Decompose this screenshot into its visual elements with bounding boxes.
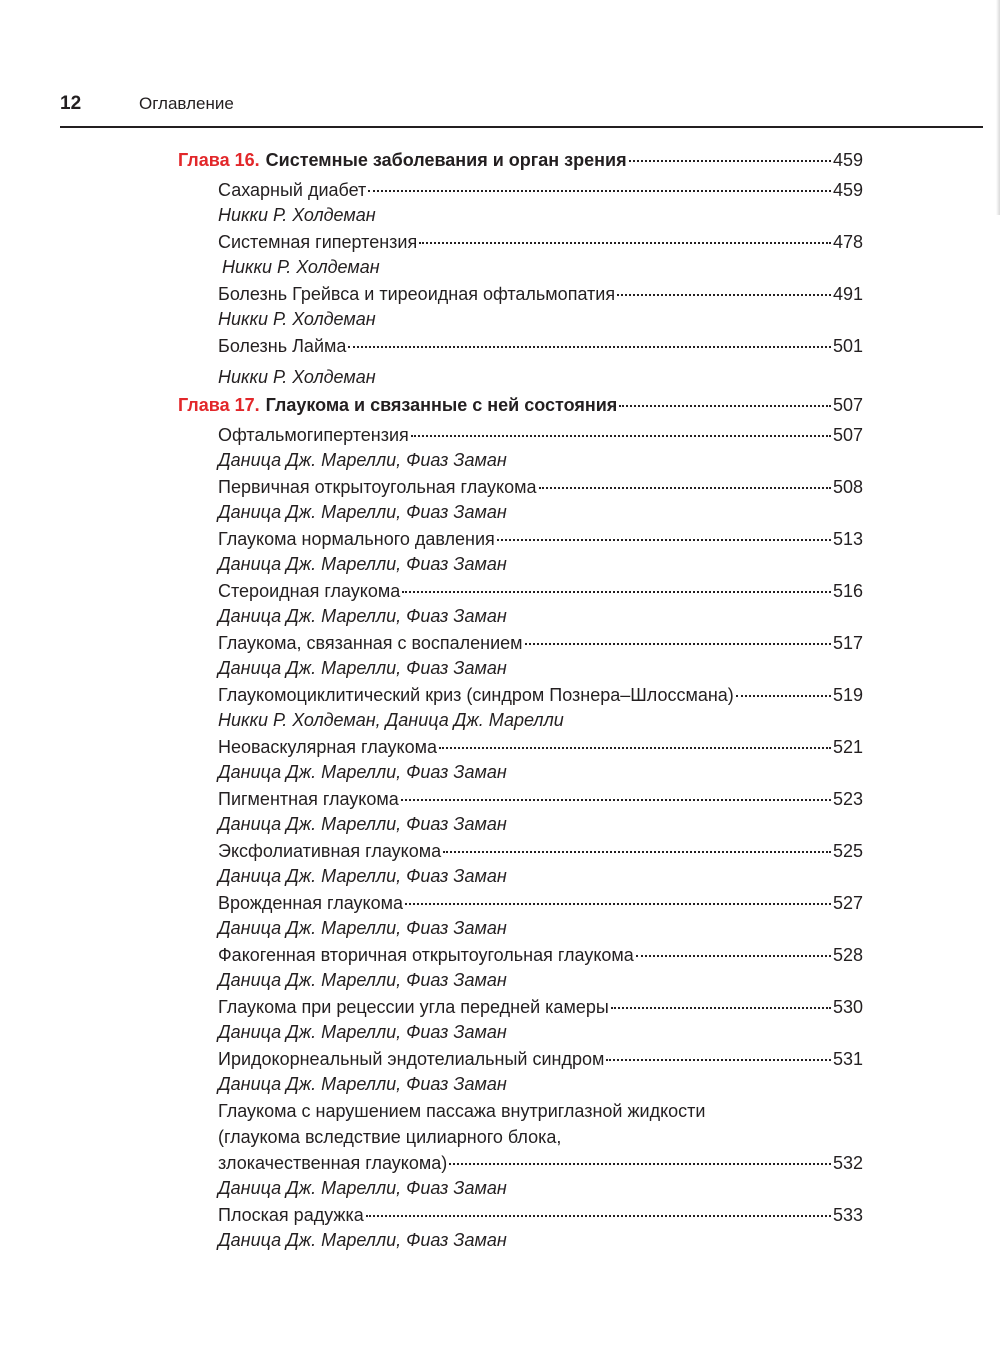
entry-author: Никки Р. Холдеман: [218, 367, 376, 387]
entry-author: Даница Дж. Марелли, Фиаз Заман: [218, 762, 507, 782]
entry-title: Глаукомоциклитический криз (синдром Познера–Шлоссмана): [218, 685, 734, 705]
toc-entry[interactable]: [218, 994, 863, 1044]
header-rule: [60, 126, 983, 128]
page-ref: 523: [832, 789, 863, 809]
page-ref: 533: [832, 1205, 863, 1225]
dot-leader: [539, 487, 831, 489]
dot-leader: [497, 539, 831, 541]
toc-entry[interactable]: [218, 890, 863, 940]
toc-entry[interactable]: [218, 786, 863, 836]
dot-leader: [617, 294, 831, 296]
dot-leader: [366, 1215, 831, 1217]
chapter-title: Глаукома и связанные с ней состояния: [265, 395, 618, 415]
toc-entry[interactable]: [218, 177, 863, 227]
entry-author: Даница Дж. Марелли, Фиаз Заман: [218, 450, 507, 470]
dot-leader: [525, 643, 831, 645]
dot-leader: [401, 799, 831, 801]
dot-leader: [348, 346, 831, 348]
page-ref: 491: [832, 284, 863, 304]
entry-title: Неоваскулярная глаукома: [218, 737, 437, 757]
page-ref: 508: [832, 477, 863, 497]
page-ref: 507: [832, 395, 863, 415]
toc-entry[interactable]: [218, 229, 863, 279]
toc-entry[interactable]: [218, 1202, 863, 1252]
entry-author: Даница Дж. Марелли, Фиаз Заман: [218, 658, 507, 678]
chapter-heading[interactable]: [178, 392, 863, 418]
entry-title: Системная гипертензия: [218, 232, 418, 252]
page-ref: 531: [832, 1049, 863, 1069]
dot-leader: [629, 160, 831, 162]
dot-leader: [368, 190, 831, 192]
entry-author: Даница Дж. Марелли, Фиаз Заман: [218, 1022, 507, 1042]
page-ref: 459: [832, 180, 863, 200]
entry-author: Никки Р. Холдеман: [222, 257, 380, 277]
entry-author: Никки Р. Холдеман, Даница Дж. Марелли: [218, 710, 564, 730]
entry-author: Даница Дж. Марелли, Фиаз Заман: [218, 814, 507, 834]
dot-leader: [611, 1007, 831, 1009]
dot-leader: [449, 1163, 831, 1165]
entry-author: Даница Дж. Марелли, Фиаз Заман: [218, 1074, 507, 1094]
dot-leader: [606, 1059, 831, 1061]
page-ref: 519: [832, 685, 863, 705]
table-of-contents: [178, 147, 863, 1254]
chapter-label: Глава 17.: [178, 395, 260, 415]
toc-entry[interactable]: [218, 942, 863, 992]
entry-title: Болезнь Грейвса и тиреоидная офтальмопатия: [218, 284, 616, 304]
page-ref: 521: [832, 737, 863, 757]
entry-title: Сахарный диабет: [218, 180, 367, 200]
running-head: [60, 93, 980, 119]
entry-author: Даница Дж. Марелли, Фиаз Заман: [218, 970, 507, 990]
dot-leader: [619, 405, 831, 407]
running-title: Оглавление: [139, 94, 234, 113]
entry-author: Никки Р. Холдеман: [218, 205, 376, 225]
dot-leader: [419, 242, 831, 244]
page-ref: 501: [832, 336, 863, 356]
toc-entry[interactable]: [218, 734, 863, 784]
entry-title-line: (глаукома вследствие цилиарного блока,: [218, 1127, 562, 1147]
entry-title: Глаукома нормального давления: [218, 529, 495, 549]
dot-leader: [443, 851, 831, 853]
chapter-label: Глава 16.: [178, 150, 260, 170]
chapter-heading[interactable]: [178, 147, 863, 173]
entry-title: Иридокорнеальный эндотелиальный синдром: [218, 1049, 605, 1069]
entry-author: Даница Дж. Марелли, Фиаз Заман: [218, 606, 507, 626]
entry-title: Плоская радужка: [218, 1205, 364, 1225]
toc-entry[interactable]: [218, 630, 863, 680]
page-ref: 525: [832, 841, 863, 861]
toc-entry[interactable]: [218, 838, 863, 888]
page-ref: 478: [832, 232, 863, 252]
toc-entry[interactable]: [218, 281, 863, 331]
page-ref: 507: [832, 425, 863, 445]
entry-title: Пигментная глаукома: [218, 789, 399, 809]
page-edge-shadow: [996, 0, 1000, 215]
toc-entry[interactable]: [218, 474, 863, 524]
entry-title: Эксфолиативная глаукома: [218, 841, 442, 861]
page-ref: 513: [832, 529, 863, 549]
toc-entry[interactable]: [218, 682, 863, 732]
toc-entry[interactable]: [218, 578, 863, 628]
entry-title: Факогенная вторичная открытоугольная глаукома: [218, 945, 634, 965]
entry-author: Даница Дж. Марелли, Фиаз Заман: [218, 554, 507, 574]
chapter-title: Системные заболевания и орган зрения: [265, 150, 627, 170]
toc-entry[interactable]: [218, 422, 863, 472]
dot-leader: [402, 591, 831, 593]
dot-leader: [736, 695, 831, 697]
entry-title: Болезнь Лайма: [218, 336, 347, 356]
toc-entry[interactable]: [218, 1046, 863, 1096]
entry-title: Стероидная глаукома: [218, 581, 401, 601]
entry-title: злокачественная глаукома): [218, 1153, 448, 1173]
page-ref: 516: [832, 581, 863, 601]
entry-title: Глаукома при рецессии угла передней камеры: [218, 997, 609, 1017]
entry-author: Даница Дж. Марелли, Фиаз Заман: [218, 918, 507, 938]
entry-author: Даница Дж. Марелли, Фиаз Заман: [218, 1230, 507, 1250]
entry-author: Даница Дж. Марелли, Фиаз Заман: [218, 502, 507, 522]
page-ref: 530: [832, 997, 863, 1017]
dot-leader: [411, 435, 831, 437]
toc-entry[interactable]: [218, 526, 863, 576]
toc-entry[interactable]: [218, 333, 863, 389]
page-ref: 528: [832, 945, 863, 965]
page-ref: 527: [832, 893, 863, 913]
entry-title: Врожденная глаукома: [218, 893, 403, 913]
entry-title: Глаукома, связанная с воспалением: [218, 633, 523, 653]
entry-title: Первичная открытоугольная глаукома: [218, 477, 537, 497]
dot-leader: [636, 955, 831, 957]
entry-author: Даница Дж. Марелли, Фиаз Заман: [218, 866, 507, 886]
entry-author: Даница Дж. Марелли, Фиаз Заман: [218, 1178, 507, 1198]
entry-title-line: Глаукома с нарушением пассажа внутриглазной жидкости: [218, 1101, 706, 1121]
entry-title: Офтальмогипертензия: [218, 425, 409, 445]
page-ref: 517: [832, 633, 863, 653]
entry-author: Никки Р. Холдеман: [218, 309, 376, 329]
page-number: 12: [60, 93, 82, 114]
page-ref: 532: [832, 1153, 863, 1173]
toc-entry[interactable]: [218, 1098, 863, 1200]
dot-leader: [439, 747, 831, 749]
page-ref: 459: [832, 150, 863, 170]
dot-leader: [405, 903, 831, 905]
